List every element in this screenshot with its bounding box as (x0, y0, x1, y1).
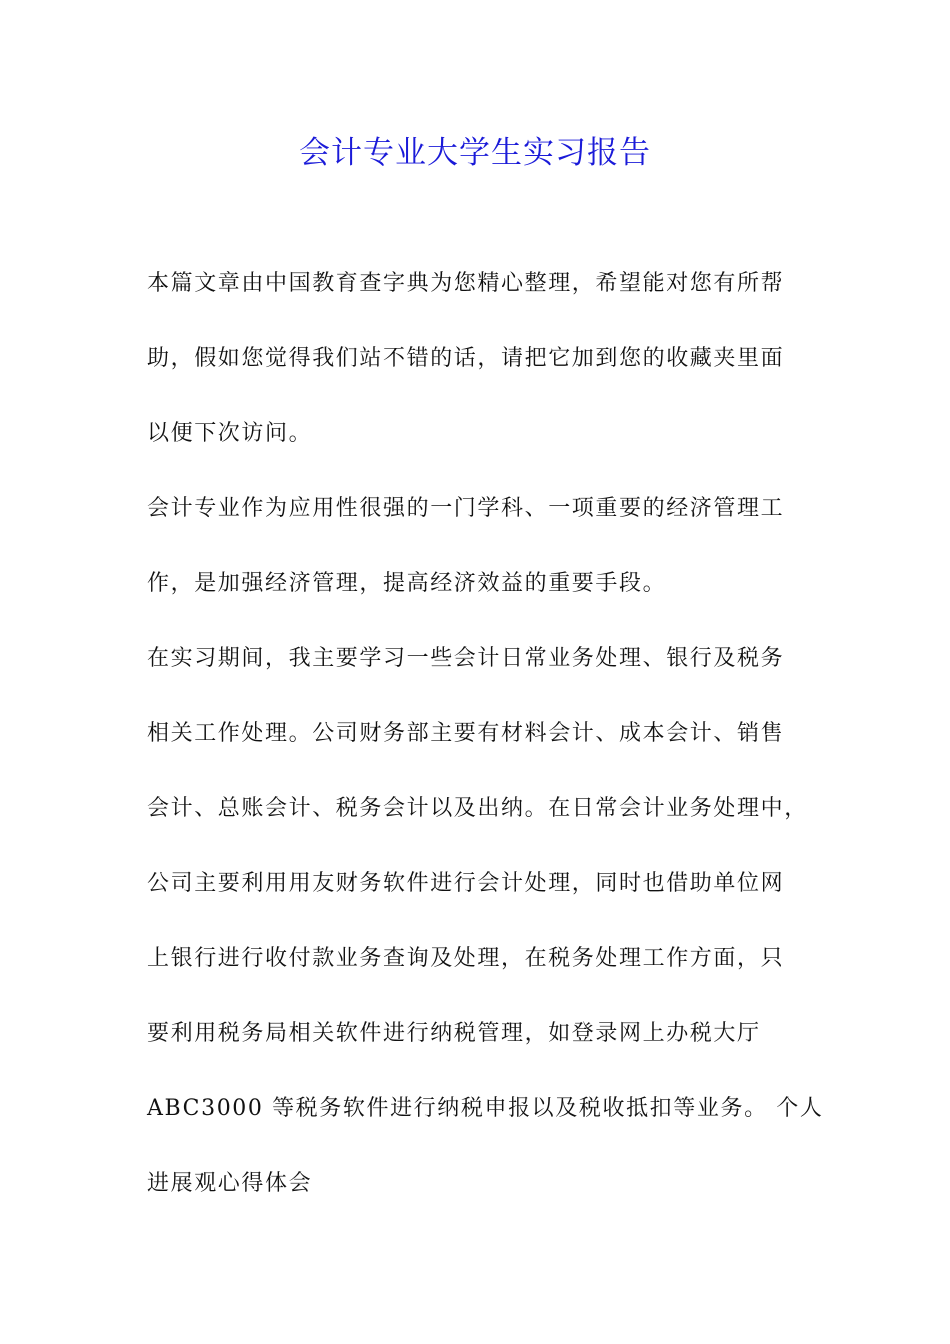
text-line-1: 本篇文章由中国教育查字典为您精心整理，希望能对您有所帮 (147, 271, 785, 296)
text-line-11: 要利用税务局相关软件进行纳税管理，如登录网上办税大厅 (147, 1021, 761, 1046)
text-line-4: 会计专业作为应用性很强的一门学科、一项重要的经济管理工 (147, 496, 785, 521)
text-line-13: 进展观心得体会 (147, 1171, 313, 1196)
text-line-8: 会计、总账会计、税务会计以及出纳。在日常会计业务处理中， (147, 796, 808, 821)
text-line-7: 相关工作处理。公司财务部主要有材料会计、成本会计、销售 (147, 721, 785, 746)
text-line-6: 在实习期间，我主要学习一些会计日常业务处理、银行及税务 (147, 646, 785, 671)
text-line-9: 公司主要利用用友财务软件进行会计处理，同时也借助单位网 (147, 871, 785, 896)
text-line-12: ABC3000 等税务软件进行纳税申报以及税收抵扣等业务。 个人 (147, 1096, 824, 1121)
text-line-2: 助，假如您觉得我们站不错的话，请把它加到您的收藏夹里面 (147, 346, 785, 371)
text-line-5: 作，是加强经济管理，提高经济效益的重要手段。 (147, 571, 667, 596)
document-title: 会计专业大学生实习报告 (299, 135, 651, 171)
text-line-10: 上银行进行收付款业务查询及处理，在税务处理工作方面，只 (147, 946, 785, 971)
text-line-3: 以便下次访问。 (147, 421, 313, 446)
